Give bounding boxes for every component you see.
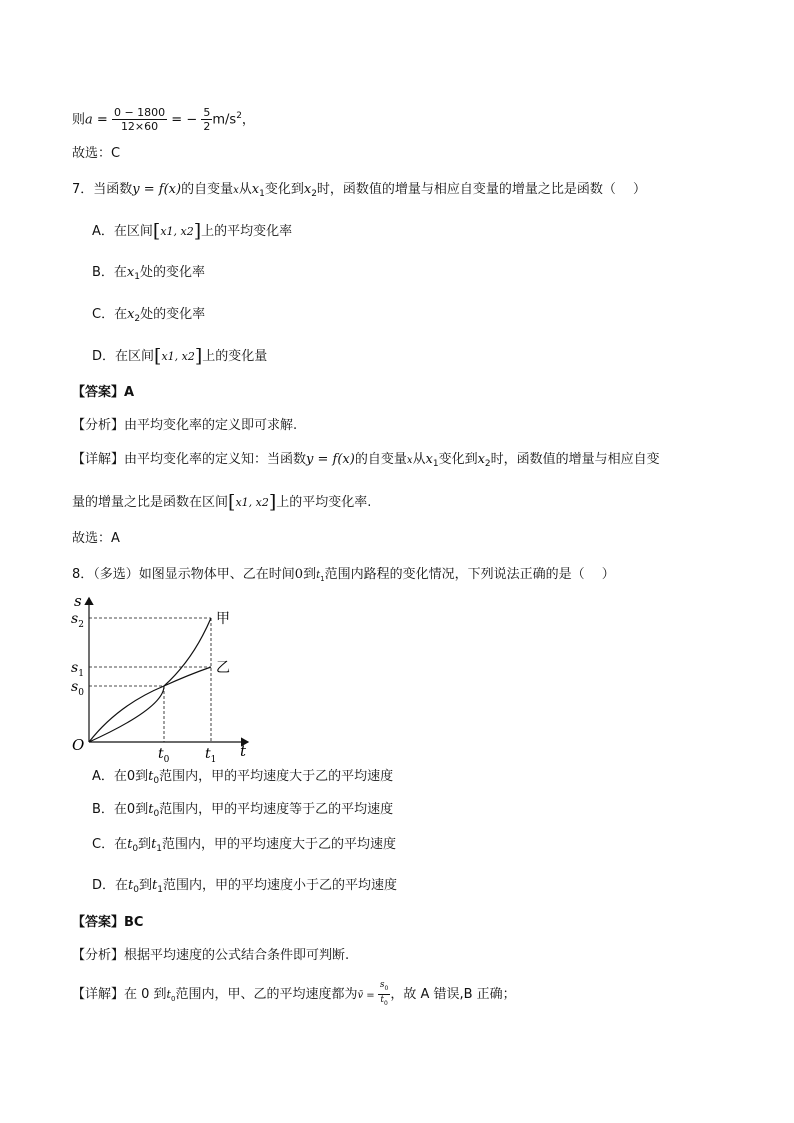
- text: t: [166, 988, 171, 1001]
- bracket-left-icon: [: [154, 345, 162, 367]
- text: 的自变量: [181, 182, 234, 197]
- text: 0: [170, 995, 176, 1003]
- text: 0: [294, 567, 304, 582]
- text: A．在区间: [92, 224, 153, 239]
- text: t: [128, 878, 134, 893]
- text: 从: [238, 182, 252, 197]
- text: x: [127, 307, 135, 322]
- text: C．在: [92, 837, 128, 852]
- text: s: [379, 980, 385, 990]
- text: t: [148, 802, 154, 817]
- text: =: [92, 112, 112, 128]
- text: A．在0到: [92, 769, 149, 784]
- text: 时，函数值的增量与相应自变: [490, 452, 660, 467]
- question-7-option-c: [92, 305, 205, 329]
- question-8-stem: [72, 565, 615, 589]
- text: t: [148, 769, 154, 784]
- text: 时，函数值的增量与相应自变量的增量之比是函数（ ）: [316, 182, 647, 197]
- solution-6-choice: 故选：C: [72, 146, 121, 161]
- fraction: [112, 106, 167, 133]
- text: x1, x2: [235, 496, 269, 509]
- text: 1: [156, 844, 163, 854]
- curve-label-jia: 甲: [216, 611, 230, 627]
- text: x: [251, 182, 260, 197]
- text: 5: [203, 106, 211, 120]
- text: 则: [72, 112, 86, 128]
- text: 范围内，甲的平均速度大于乙的平均速度: [162, 837, 397, 852]
- text: D．在区间: [92, 349, 155, 364]
- text: 8．（多选）如图显示物体甲、乙在时间: [72, 567, 295, 582]
- text: v̄: [357, 990, 364, 1001]
- text: =: [363, 990, 378, 1001]
- text: x: [303, 182, 312, 197]
- text: 【详解】由平均变化率的定义知：当函数: [72, 452, 307, 467]
- text: 1: [432, 459, 439, 469]
- text: 0 − 1800: [113, 106, 166, 120]
- text: 上的平均变化率.: [276, 495, 372, 510]
- question-7-option-d: [92, 346, 267, 367]
- text: C．在: [92, 307, 128, 322]
- distance-time-graph: [68, 590, 258, 765]
- text: x: [406, 455, 413, 466]
- fraction: [201, 106, 212, 133]
- text: 0: [153, 809, 160, 819]
- text: 到: [303, 567, 317, 582]
- bracket-right-icon: ]: [193, 220, 202, 242]
- text: 到: [138, 837, 152, 852]
- question-8-detail: [72, 980, 516, 1009]
- text: 范围内，甲的平均速度小于乙的平均速度: [162, 878, 397, 893]
- text: 到: [138, 878, 152, 893]
- text: x: [233, 185, 239, 196]
- text: 的自变量: [354, 452, 407, 467]
- tick-label-t1: $t_1$: [205, 746, 217, 765]
- text: x1, x2: [160, 225, 194, 238]
- question-8-option-d: [92, 876, 397, 900]
- text: 处的变化率: [140, 265, 206, 280]
- curve-jia: [89, 618, 211, 742]
- text: t: [316, 570, 321, 581]
- text: 变化到: [438, 452, 478, 467]
- text: 1: [320, 575, 325, 583]
- question-8-analysis: 【分析】根据平均速度的公式结合条件即可判断.: [72, 948, 350, 963]
- bracket-right-icon: ]: [194, 345, 203, 367]
- text: 0: [153, 776, 160, 786]
- text: y = f(x): [306, 452, 355, 467]
- tick-label-s1: $s_1$: [71, 660, 84, 679]
- text: = −: [167, 112, 198, 128]
- question-7-detail-line2: [72, 492, 371, 513]
- text: 0: [133, 885, 139, 895]
- solution-6-formula: [72, 106, 255, 133]
- text: 2: [203, 120, 211, 134]
- text: t: [151, 837, 157, 852]
- text: 上的平均变化率: [201, 224, 293, 239]
- text: 处的变化率: [140, 307, 206, 322]
- text: ，故 A 错误,B 正确；: [390, 987, 516, 1002]
- text: 0: [384, 985, 389, 992]
- text: 范围内，甲、乙的平均速度都为: [175, 987, 358, 1002]
- text: B．在0到: [92, 802, 149, 817]
- bracket-left-icon: [: [228, 491, 236, 513]
- var-a: a: [85, 112, 93, 128]
- text: x: [477, 452, 485, 467]
- question-7-choice: 故选：A: [72, 531, 120, 546]
- curve-label-yi: 乙: [216, 660, 230, 676]
- text: 0: [132, 844, 139, 854]
- text: 0: [383, 1000, 388, 1007]
- question-8-option-b: [92, 800, 393, 824]
- text: B．在: [92, 265, 127, 280]
- text: y = f(x): [132, 182, 182, 197]
- text: 1: [157, 885, 163, 895]
- text: 变化到: [264, 182, 304, 197]
- text: x1, x2: [161, 350, 195, 363]
- question-8-option-c: [92, 835, 396, 859]
- tick-label-s0: $s_0$: [71, 679, 84, 698]
- question-8-answer: 【答案】BC: [72, 915, 144, 930]
- axis-label-s: s: [74, 592, 82, 610]
- bracket-right-icon: ]: [268, 491, 277, 513]
- text: x: [126, 265, 135, 280]
- fraction: [378, 980, 390, 1009]
- text: 7．当函数: [72, 182, 133, 197]
- bracket-left-icon: [: [152, 220, 161, 242]
- question-8-option-a: [92, 767, 393, 791]
- text: D．在: [92, 878, 129, 893]
- curve-yi: [89, 667, 211, 742]
- text: 范围内路程的变化情况，下列说法正确的是（ ）: [324, 567, 615, 582]
- text: 2: [236, 111, 242, 121]
- text: 2: [311, 189, 317, 199]
- text: 量的增量之比是函数在区间: [72, 495, 229, 510]
- axis-label-t: t: [240, 742, 247, 760]
- question-7-option-a: [92, 221, 292, 242]
- text: ，: [241, 112, 255, 128]
- text: t: [380, 995, 384, 1005]
- origin-label: O: [72, 736, 85, 754]
- text: t: [127, 837, 133, 852]
- text: 范围内，甲的平均速度等于乙的平均速度: [159, 802, 394, 817]
- question-7-stem: [72, 180, 646, 204]
- text: t: [152, 878, 158, 893]
- question-7-answer: 【答案】A: [72, 385, 135, 400]
- text: x: [425, 452, 433, 467]
- text: 1: [134, 272, 140, 282]
- tick-label-s2: $s_2$: [71, 611, 84, 630]
- text: 2: [484, 459, 491, 469]
- text: 12×60: [120, 120, 159, 134]
- question-7-detail-line1: [72, 450, 660, 474]
- text: 2: [134, 314, 141, 324]
- text: m/s: [212, 112, 237, 128]
- text: 范围内，甲的平均速度大于乙的平均速度: [159, 769, 394, 784]
- tick-label-t0: $t_0$: [158, 746, 170, 765]
- question-7-option-b: [92, 263, 205, 287]
- text: 从: [412, 452, 426, 467]
- text: 【详解】在 0 到: [72, 987, 167, 1002]
- question-7-analysis: 【分析】由平均变化率的定义即可求解.: [72, 418, 298, 433]
- text: 1: [259, 189, 265, 199]
- text: 上的变化量: [202, 349, 268, 364]
